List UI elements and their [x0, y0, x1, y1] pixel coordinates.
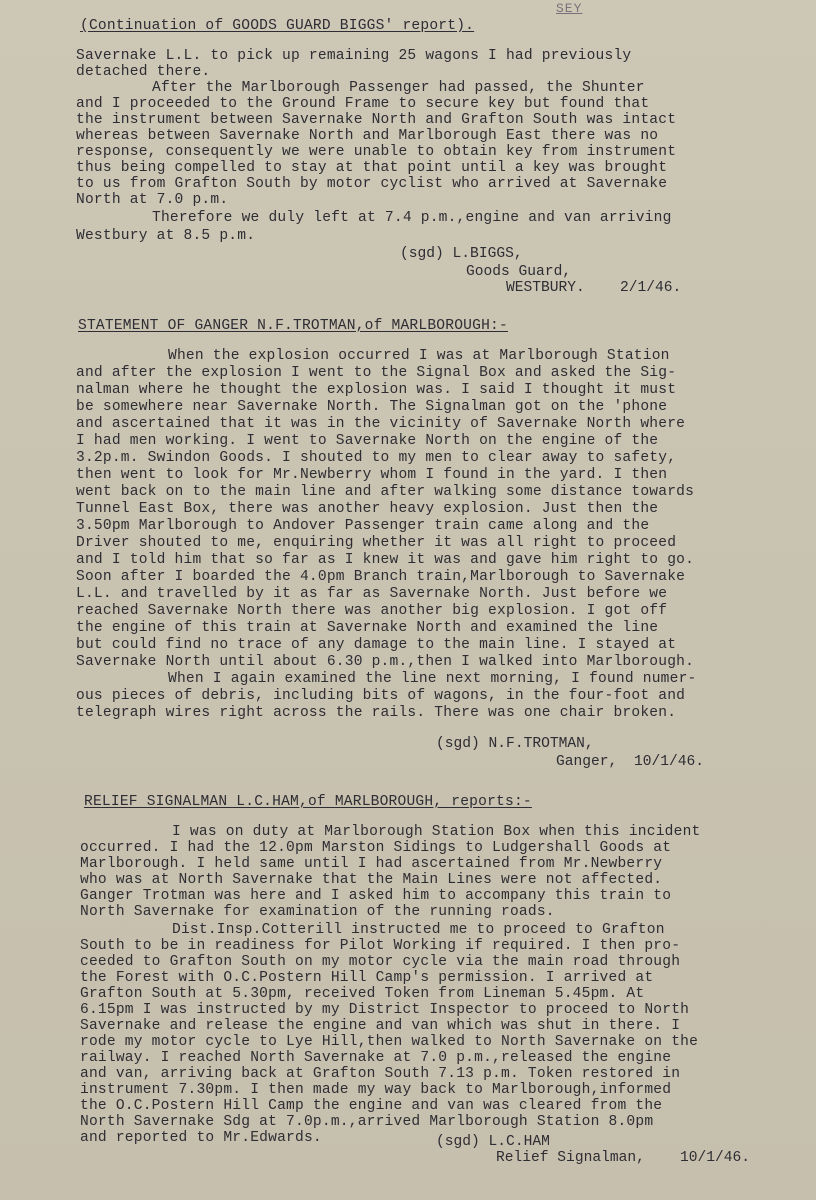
- text-line: then went to look for Mr.Newberry whom I found in the yard. I then: [76, 467, 668, 483]
- text-line: Grafton South at 5.30pm, received Token from Lineman 5.45pm. At: [80, 986, 645, 1002]
- text-line: 3.2p.m. Swindon Goods. I shouted to my men to clear away to safety,: [76, 450, 677, 466]
- text-line: response, consequently we were unable to obtain key from instrument: [76, 144, 677, 160]
- signature-title: Ganger,: [556, 754, 618, 770]
- text-line: the O.C.Postern Hill Camp the engine and van was cleared from the: [80, 1098, 663, 1114]
- text-line: be somewhere near Savernake North. The Signalman got on the 'phone: [76, 399, 668, 415]
- document-reference: SEY: [556, 1, 583, 16]
- signature-date: 2/1/46.: [620, 280, 682, 296]
- text-line: whereas between Savernake North and Marlborough East there was no: [76, 128, 659, 144]
- section-heading: RELIEF SIGNALMAN L.C.HAM,of MARLBOROUGH, reports:-: [84, 794, 532, 810]
- text-line: and reported to Mr.Edwards.: [80, 1130, 322, 1146]
- text-line: the engine of this train at Savernake North and examined the line: [76, 620, 659, 636]
- text-line: railway. I reached North Savernake at 7.0 p.m.,released the engine: [80, 1050, 672, 1066]
- text-line: rode my motor cycle to Lye Hill,then walked to North Savernake on the: [80, 1034, 699, 1050]
- text-line: ous pieces of debris, including bits of wagons, in the four-foot and: [76, 688, 686, 704]
- text-line: instrument 7.30pm. I then made my way back to Marlborough,informed: [80, 1082, 672, 1098]
- text-line: South to be in readiness for Pilot Working if required. I then pro-: [80, 938, 681, 954]
- text-line: ceeded to Grafton South on my motor cycle via the main road through: [80, 954, 681, 970]
- text-line: and after the explosion I went to the Signal Box and asked the Sig-: [76, 365, 677, 381]
- text-line: Ganger Trotman was here and I asked him to accompany this train to: [80, 888, 672, 904]
- text-line: L.L. and travelled by it as far as Savernake North. Just before we: [76, 586, 668, 602]
- signature-title: Goods Guard,: [466, 264, 572, 280]
- text-line: Tunnel East Box, there was another heavy explosion. Just then the: [76, 501, 659, 517]
- text-line: to us from Grafton South by motor cyclist who arrived at Savernake: [76, 176, 668, 192]
- text-line: Soon after I boarded the 4.0pm Branch train,Marlborough to Savernake: [76, 569, 686, 585]
- text-line: 6.15pm I was instructed by my District Inspector to proceed to North: [80, 1002, 690, 1018]
- text-line: Driver shouted to me, enquiring whether it was all right to proceed: [76, 535, 677, 551]
- text-line: After the Marlborough Passenger had passed, the Shunter: [152, 80, 645, 96]
- text-line: the instrument between Savernake North and Grafton South was intact: [76, 112, 677, 128]
- text-line: detached there.: [76, 64, 211, 80]
- section-heading: (Continuation of GOODS GUARD BIGGS' report).: [80, 18, 475, 34]
- text-line: reached Savernake North there was another big explosion. I got off: [76, 603, 668, 619]
- text-line: went back on to the main line and after walking some distance towards: [76, 484, 695, 500]
- text-line: Therefore we duly left at 7.4 p.m.,engine and van arriving: [152, 210, 672, 226]
- text-line: and ascertained that it was in the vicinity of Savernake North where: [76, 416, 686, 432]
- text-line: I had men working. I went to Savernake North on the engine of the: [76, 433, 659, 449]
- text-line: and I proceeded to the Ground Frame to secure key but found that: [76, 96, 650, 112]
- signature-date: 10/1/46.: [634, 754, 705, 770]
- text-line: Savernake North until about 6.30 p.m.,then I walked into Marlborough.: [76, 654, 695, 670]
- text-line: Dist.Insp.Cotterill instructed me to proceed to Grafton: [172, 922, 665, 938]
- text-line: Savernake and release the engine and van which was shut in there. I: [80, 1018, 681, 1034]
- text-line: but could find no trace of any damage to the main line. I stayed at: [76, 637, 677, 653]
- text-line: North at 7.0 p.m.: [76, 192, 229, 208]
- signature-name: (sgd) L.C.HAM: [436, 1134, 550, 1150]
- signature-place: WESTBURY.: [506, 280, 585, 296]
- text-line: Savernake L.L. to pick up remaining 25 wagons I had previously: [76, 48, 632, 64]
- text-line: Marlborough. I held same until I had ascertained from Mr.Newberry: [80, 856, 663, 872]
- text-line: Westbury at 8.5 p.m.: [76, 228, 256, 244]
- text-line: When I again examined the line next morning, I found numer-: [168, 671, 697, 687]
- text-line: When the explosion occurred I was at Marlborough Station: [168, 348, 670, 364]
- signature-date: 10/1/46.: [680, 1150, 751, 1166]
- text-line: telegraph wires right across the rails. There was one chair broken.: [76, 705, 677, 721]
- text-line: nalman where he thought the explosion was. I said I thought it must: [76, 382, 677, 398]
- text-line: North Savernake for examination of the running roads.: [80, 904, 555, 920]
- text-line: occurred. I had the 12.0pm Marston Sidings to Ludgershall Goods at: [80, 840, 672, 856]
- signature-title: Relief Signalman,: [496, 1150, 645, 1166]
- text-line: thus being compelled to stay at that point until a key was brought: [76, 160, 668, 176]
- signature-name: (sgd) N.F.TROTMAN,: [436, 736, 594, 752]
- text-line: and van, arriving back at Grafton South 7.13 p.m. Token restored in: [80, 1066, 681, 1082]
- text-line: the Forest with O.C.Postern Hill Camp's permission. I arrived at: [80, 970, 654, 986]
- text-line: who was at North Savernake that the Main Lines were not affected.: [80, 872, 663, 888]
- section-heading: STATEMENT OF GANGER N.F.TROTMAN,of MARLBOROUGH:-: [78, 318, 508, 334]
- text-line: I was on duty at Marlborough Station Box when this incident: [172, 824, 701, 840]
- text-line: and I told him that so far as I knew it was and gave him right to go.: [76, 552, 695, 568]
- text-line: 3.50pm Marlborough to Andover Passenger train came along and the: [76, 518, 650, 534]
- signature-name: (sgd) L.BIGGS,: [400, 246, 523, 262]
- text-line: North Savernake Sdg at 7.0p.m.,arrived Marlborough Station 8.0pm: [80, 1114, 654, 1130]
